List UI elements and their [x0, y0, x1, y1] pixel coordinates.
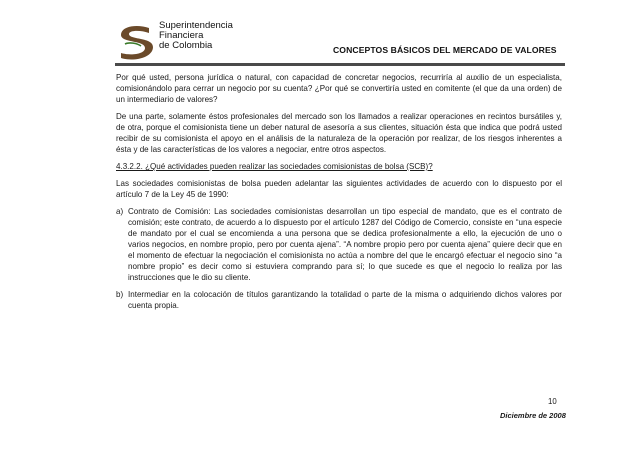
logo: [117, 20, 287, 60]
logo-line-2: Financiera: [159, 30, 204, 41]
logo-mark-icon: [115, 22, 155, 62]
logo-line-1: Superintendencia: [159, 20, 233, 31]
header-rule: [115, 63, 565, 66]
section-heading: 4.3.2.2. ¿Qué actividades pueden realizar las sociedades comisionistas de bolsa (SCB)?: [116, 162, 433, 171]
footer-date: Diciembre de 2008: [500, 411, 566, 420]
logo-text: [159, 21, 233, 51]
list-item: [116, 289, 562, 311]
list-item-text: Contrato de Comisión: Las sociedades comisionistas desarrollan un tipo especial de mandato, que es el contrato de comisión; este contrato, de acuerdo a lo dispuesto por el artículo 1287 del Código de Comercio, consiste en “una especie de mandato por el cual se encomienda a una persona que se dedica profesionalmente a ello, la ejecución de uno o varios negocios, en nombre propio, pero por cuenta ajena”. “A nombre propio pero por cuenta ajena” quiere decir que en el momento de efectuar la negociación el comisionista no actúa a nombre del que le encargó efectuar el negocio sino “a nombre propio” es decir como si estuviera comprando para sí; lo que sucede es que el negocio lo realiza por las instrucciones que le dio su cliente.: [128, 207, 562, 282]
paragraph-3: Las sociedades comisionistas de bolsa pueden adelantar las siguientes actividades de acuerdo con lo dispuesto por el artículo 7 de la Ley 45 de 1990:: [116, 179, 562, 199]
list-marker: a): [116, 207, 124, 216]
paragraph-1: Por qué usted, persona jurídica o natural, con capacidad de concretar negocios, recurriría al auxilio de un especialista, comisionándolo para cerrar un negocio por su cuenta? ¿Por qué se convertiría usted en comitente (el que da una orden) de un intermediario de valores?: [116, 73, 562, 104]
list-item: [116, 206, 562, 283]
list-marker: b): [116, 290, 124, 299]
paragraph-2: De una parte, solamente éstos profesionales del mercado son los llamados a realizar operaciones en recintos bursátiles y, de otra, porque el comisionista tiene un deber natural de asesoría a sus clientes, situación ésta que indica que podrá usted recibir de su comisionista el apoyo en el análisis de la naturaleza de la operación por realizar, de los riesgos inherentes a ésta y de las características de los valores a negociar, entre otros aspectos.: [116, 112, 562, 154]
list-item-text: Intermediar en la colocación de títulos garantizando la totalidad o parte de la misma o adquiriendo dichos valores por cuenta propia.: [128, 290, 562, 310]
logo-line-3: de Colombia: [159, 40, 213, 51]
document-body: [116, 72, 562, 317]
page-title: CONCEPTOS BÁSICOS DEL MERCADO DE VALORES: [333, 45, 557, 55]
page-number: 10: [548, 397, 557, 406]
